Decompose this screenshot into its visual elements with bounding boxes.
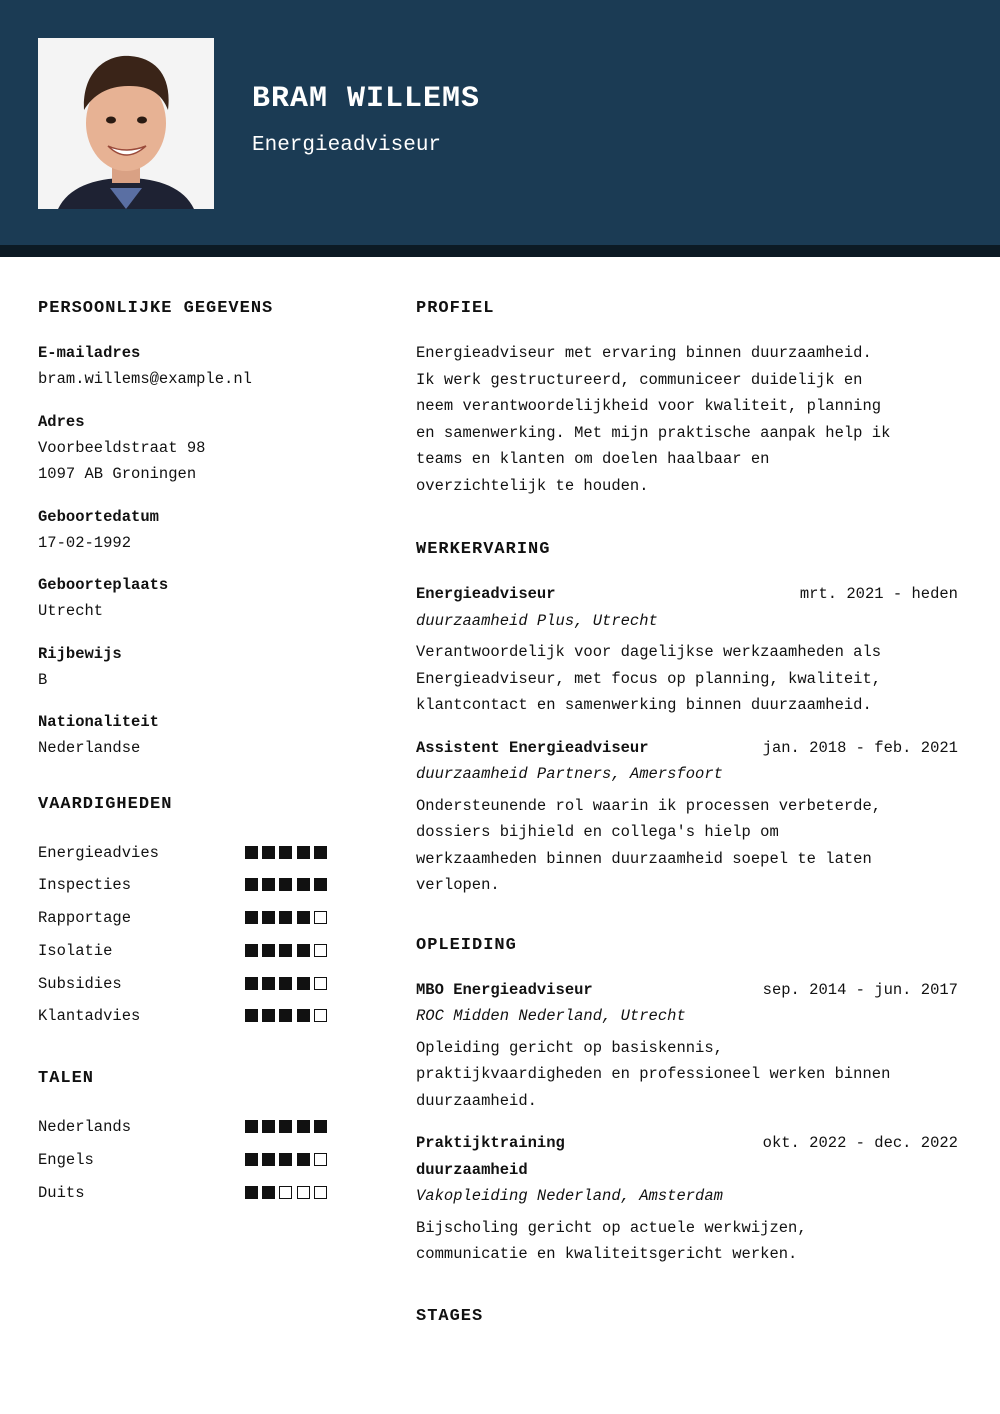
- entry-description-line: verlopen.: [416, 876, 500, 894]
- entry-dates: jan. 2018 - feb. 2021: [762, 738, 958, 757]
- entry-description-line: klantcontact en samenwerking binnen duurzaamheid.: [416, 696, 872, 714]
- rating-square-empty: [314, 944, 327, 957]
- rating-square-filled: [297, 911, 310, 924]
- personal-label: Geboortedatum: [38, 507, 159, 526]
- rating-square-filled: [279, 944, 292, 957]
- section-heading-internships: STAGES: [416, 1306, 484, 1326]
- personal-value: Voorbeeldstraat 98: [38, 438, 206, 457]
- rating-square-empty: [314, 977, 327, 990]
- language-name: Nederlands: [38, 1118, 132, 1137]
- rating-square-filled: [245, 846, 258, 859]
- language-name: Engels: [38, 1151, 94, 1170]
- personal-value: Utrecht: [38, 602, 104, 620]
- section-heading-skills: VAARDIGHEDEN: [38, 794, 173, 814]
- rating-square-filled: [279, 1153, 292, 1166]
- experience-entry: [416, 735, 962, 899]
- profile-photo: [38, 38, 214, 209]
- section-heading-experience: WERKERVARING: [416, 540, 551, 559]
- skill-name: Inspecties: [38, 876, 132, 895]
- rating-squares: [245, 846, 327, 859]
- skill-row: [38, 870, 348, 903]
- rating-square-filled: [262, 911, 275, 924]
- entry-organization: duurzaamheid Partners, Amersfoort: [416, 765, 723, 783]
- personal-value: B: [38, 670, 48, 689]
- entry-description-line: communicatie en kwaliteitsgericht werken.: [416, 1245, 798, 1263]
- rating-square-filled: [297, 1009, 310, 1022]
- skills-list: [38, 838, 348, 1035]
- personal-value: 1097 AB Groningen: [38, 465, 197, 483]
- rating-square-filled: [262, 1153, 275, 1166]
- skill-name: Isolatie: [38, 941, 113, 960]
- skill-name: Subsidies: [38, 974, 122, 993]
- header-divider-band: [0, 245, 1000, 257]
- rating-square-empty: [297, 1186, 310, 1199]
- entry-header: [416, 977, 962, 1004]
- section-heading-personal: PERSOONLIJKE GEGEVENS: [38, 299, 274, 318]
- skill-row: [38, 838, 348, 871]
- rating-squares: [245, 944, 327, 957]
- entry-title: Assistent Energieadviseur: [416, 738, 649, 757]
- profile-line: en samenwerking. Met mijn praktische aanpak help ik: [416, 423, 891, 442]
- entry-title: MBO Energieadviseur: [416, 980, 593, 999]
- rating-square-filled: [279, 977, 292, 990]
- rating-square-filled: [262, 1186, 275, 1199]
- skill-row: [38, 969, 348, 1002]
- entry-description-line: dossiers bijhield en collega's hielp om: [416, 823, 779, 841]
- rating-squares: [245, 1153, 327, 1166]
- skill-row: [38, 1001, 348, 1034]
- candidate-role: Energieadviseur: [252, 134, 442, 157]
- rating-square-filled: [245, 1186, 258, 1199]
- entry-header: [416, 581, 962, 608]
- rating-square-filled: [262, 878, 275, 891]
- rating-square-filled: [314, 878, 327, 891]
- personal-label: Rijbewijs: [38, 644, 122, 663]
- language-name: Duits: [38, 1183, 85, 1202]
- section-heading-profile: PROFIEL: [416, 299, 495, 318]
- entry-description-line: praktijkvaardigheden en professioneel werken binnen: [416, 1065, 891, 1083]
- rating-squares: [245, 878, 327, 891]
- education-list: [416, 977, 962, 1268]
- rating-square-filled: [297, 1153, 310, 1166]
- entry-description-line: Opleiding gericht op basiskennis,: [416, 1038, 723, 1057]
- rating-square-filled: [262, 977, 275, 990]
- personal-label: Adres: [38, 412, 85, 431]
- rating-square-filled: [245, 911, 258, 924]
- personal-item: [38, 504, 348, 557]
- entry-description-line: Verantwoordelijk voor dagelijkse werkzaamheden als: [416, 643, 882, 661]
- candidate-name: BRAM WILLEMS: [252, 82, 481, 116]
- education-entry: [416, 1130, 962, 1268]
- personal-item: [38, 340, 348, 393]
- entry-dates: okt. 2022 - dec. 2022: [762, 1134, 958, 1152]
- entry-organization: ROC Midden Nederland, Utrecht: [416, 1007, 686, 1025]
- rating-square-filled: [314, 1120, 327, 1133]
- personal-label: Nationaliteit: [38, 713, 159, 731]
- rating-squares: [245, 1120, 327, 1133]
- entry-description-line: werkzaamheden binnen duurzaamheid soepel te laten: [416, 849, 872, 868]
- personal-details-list: [38, 340, 348, 762]
- rating-square-filled: [297, 846, 310, 859]
- personal-label: Geboorteplaats: [38, 576, 169, 594]
- entry-title: Praktijktraining duurzaamheid: [416, 1134, 565, 1179]
- rating-square-filled: [245, 1120, 258, 1133]
- rating-square-filled: [279, 878, 292, 891]
- profile-text: [416, 340, 962, 499]
- rating-squares: [245, 1009, 327, 1022]
- personal-item: [38, 572, 348, 625]
- personal-value: Nederlandse: [38, 739, 141, 757]
- rating-square-filled: [297, 944, 310, 957]
- personal-value: bram.willems@example.nl: [38, 370, 252, 388]
- rating-square-filled: [245, 878, 258, 891]
- section-heading-languages: TALEN: [38, 1069, 95, 1089]
- experience-list: [416, 581, 962, 899]
- skill-name: Klantadvies: [38, 1007, 141, 1026]
- rating-square-filled: [279, 1009, 292, 1022]
- rating-square-empty: [314, 1186, 327, 1199]
- entry-description-line: Energieadviseur, met focus op planning, kwaliteit,: [416, 669, 882, 688]
- education-entry: [416, 977, 962, 1115]
- skill-name: Energieadvies: [38, 843, 159, 862]
- personal-value: 17-02-1992: [38, 533, 132, 552]
- personal-item: [38, 409, 348, 488]
- entry-header: [416, 1130, 962, 1183]
- personal-item: [38, 709, 348, 762]
- languages-list: [38, 1112, 348, 1210]
- rating-square-empty: [314, 1009, 327, 1022]
- left-column: [38, 296, 348, 1211]
- experience-entry: [416, 581, 962, 719]
- skill-row: [38, 936, 348, 969]
- entry-title: Energieadviseur: [416, 585, 556, 603]
- rating-square-empty: [314, 911, 327, 924]
- rating-square-filled: [262, 846, 275, 859]
- rating-square-empty: [314, 1153, 327, 1166]
- profile-line: Ik werk gestructureerd, communiceer duidelijk en: [416, 370, 863, 389]
- rating-square-filled: [297, 977, 310, 990]
- rating-squares: [245, 1186, 327, 1199]
- personal-label: E-mailadres: [38, 344, 141, 362]
- rating-square-filled: [297, 878, 310, 891]
- rating-square-filled: [279, 911, 292, 924]
- language-row: [38, 1112, 348, 1145]
- skill-name: Rapportage: [38, 909, 132, 928]
- entry-description-line: Bijscholing gericht op actuele werkwijzen,: [416, 1218, 807, 1237]
- entry-description-line: duurzaamheid.: [416, 1091, 537, 1110]
- rating-squares: [245, 977, 327, 990]
- skill-row: [38, 903, 348, 936]
- entry-dates: sep. 2014 - jun. 2017: [762, 980, 958, 999]
- rating-square-filled: [245, 944, 258, 957]
- language-row: [38, 1145, 348, 1178]
- rating-square-filled: [314, 846, 327, 859]
- right-column: [416, 296, 962, 1348]
- rating-square-filled: [262, 944, 275, 957]
- entry-organization: Vakopleiding Nederland, Amsterdam: [416, 1187, 723, 1205]
- entry-description-line: Ondersteunende rol waarin ik processen verbeterde,: [416, 796, 882, 815]
- profile-line: Energieadviseur met ervaring binnen duurzaamheid.: [416, 344, 872, 362]
- rating-square-filled: [279, 1120, 292, 1133]
- rating-square-filled: [245, 1009, 258, 1022]
- section-heading-education: OPLEIDING: [416, 935, 517, 955]
- entry-dates: mrt. 2021 - heden: [799, 585, 958, 603]
- entry-header: [416, 735, 962, 762]
- rating-square-filled: [279, 846, 292, 859]
- entry-organization: duurzaamheid Plus, Utrecht: [416, 611, 658, 630]
- rating-square-filled: [297, 1120, 310, 1133]
- rating-square-empty: [279, 1186, 292, 1199]
- profile-line: overzichtelijk te houden.: [416, 476, 649, 495]
- personal-item: [38, 641, 348, 694]
- profile-line: neem verantwoordelijkheid voor kwaliteit, planning: [416, 397, 882, 415]
- rating-squares: [245, 911, 327, 924]
- rating-square-filled: [262, 1120, 275, 1133]
- rating-square-filled: [245, 1153, 258, 1166]
- rating-square-filled: [245, 977, 258, 990]
- profile-line: teams en klanten om doelen haalbaar en: [416, 450, 770, 468]
- language-row: [38, 1178, 348, 1211]
- avatar: [38, 38, 214, 209]
- rating-square-filled: [262, 1009, 275, 1022]
